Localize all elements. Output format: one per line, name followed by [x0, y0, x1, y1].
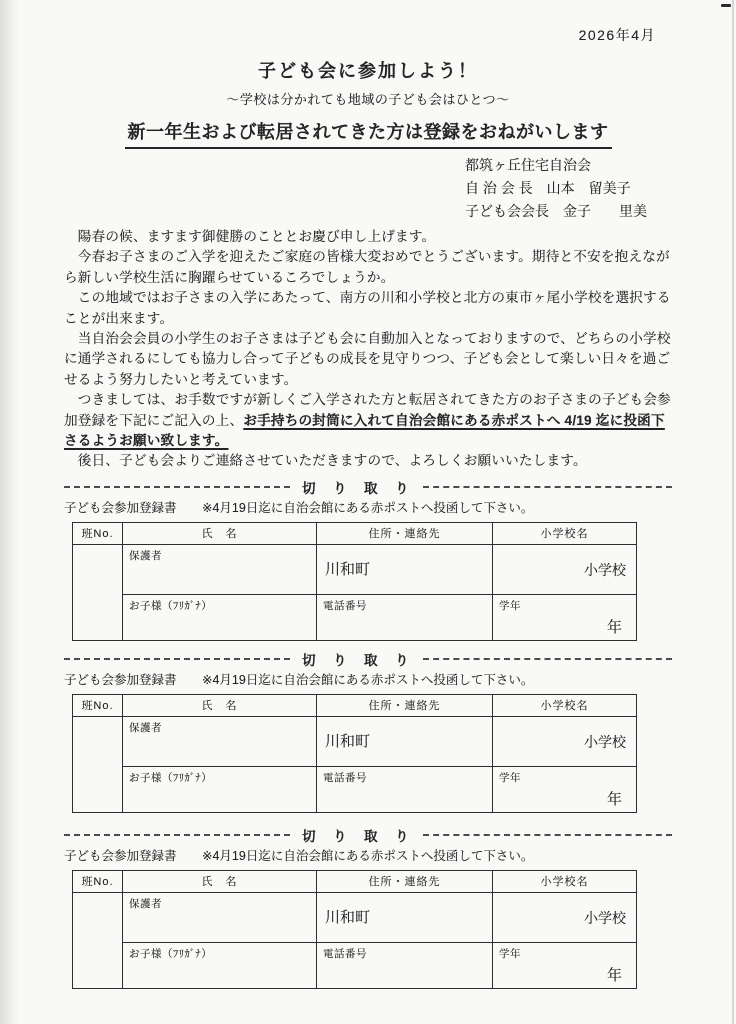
school-name-field — [493, 892, 637, 942]
phone-field — [317, 594, 493, 640]
document-subtitle: ～学校は分かれても地域の子ども会はひとつ～ — [226, 92, 510, 107]
cut-here-line — [64, 650, 672, 668]
form-deadline-note: ※4月19日迄に自治会館にある赤ポストへ投函して下さい。 — [202, 500, 534, 515]
form-deadline-note: ※4月19日迄に自治会館にある赤ポストへ投函して下さい。 — [202, 848, 534, 863]
registration-form-section-2 — [64, 650, 672, 813]
grade-year-suffix: 年 — [606, 966, 622, 984]
form-caption — [64, 847, 672, 865]
table-header-row — [73, 870, 637, 892]
header-group-no: 班No. — [73, 870, 123, 892]
header-address-contact: 住所・連絡先 — [317, 694, 493, 716]
guardian-label: 保護者 — [129, 549, 162, 562]
paragraph-congratulations: 今春お子さまのご入学を迎えたご家庭の皆様大変おめでとうございます。期待と不安を抱えながら新しい学校生活に胸躍らせているころでしょうか。 — [64, 249, 670, 285]
submission-request-underlined: お手持ちの封筒に入れて自治会館にある赤ポストへ 4/19 迄に投函下さるようお願い致します。 — [64, 412, 665, 449]
grade-year-suffix: 年 — [606, 618, 622, 636]
cut-here-label: 切 り 取 り — [302, 480, 411, 496]
guardian-name-field — [123, 544, 317, 594]
association-chairman: 自 治 会 長 山本 留美子 — [465, 180, 631, 196]
table-header-row — [73, 694, 637, 716]
guardian-name-field — [123, 892, 317, 942]
header-school-name: 小学校名 — [493, 522, 637, 544]
header-group-no: 班No. — [73, 522, 123, 544]
address-field — [317, 544, 493, 594]
group-no-field — [73, 892, 123, 988]
phone-field — [317, 942, 493, 988]
submission-request-normal: つきましては、お手数ですが新しくご入学された方と転居されてきた方のお子さまの子ども会参加登録を下記にご記入の上、 — [64, 392, 671, 428]
child-name-field — [123, 942, 317, 988]
form-title: 子ども会参加登録書 — [64, 848, 177, 863]
header-name: 氏 名 — [123, 522, 317, 544]
form-caption — [64, 671, 672, 689]
document-date: 2026年4月 — [578, 27, 656, 43]
child-row — [73, 594, 637, 640]
cut-dashes-right — [423, 658, 673, 660]
grade-label: 学年 — [499, 599, 521, 612]
cut-here-label: 切 り 取 り — [302, 828, 411, 844]
grade-field — [493, 942, 637, 988]
header-school-name: 小学校名 — [493, 870, 637, 892]
paragraph-auto-enrollment: 当自治会会員の小学生のお子さまは子ども会に自動加入となっておりますので、どちらの小学校に通学されるにしても協力し合って子どもの成長を見守りつつ、子ども会として楽しい日々を過ごせるよう努力したいと考えています。 — [64, 331, 671, 387]
school-name-field — [493, 716, 637, 766]
school-suffix: 小学校 — [584, 561, 626, 578]
address-prefill: 川和町 — [325, 560, 371, 578]
form-title: 子ども会参加登録書 — [64, 672, 177, 687]
child-label: お子様（ﾌﾘｶﾞﾅ） — [129, 771, 213, 784]
guardian-label: 保護者 — [129, 721, 162, 734]
address-prefill: 川和町 — [325, 908, 371, 926]
cut-dashes-left — [64, 658, 290, 660]
child-row — [73, 942, 637, 988]
address-field — [317, 892, 493, 942]
paragraph-greeting: 陽春の候、ますます御健勝のこととお慶び申し上げます。 — [64, 229, 436, 244]
registration-table — [72, 870, 637, 989]
phone-label: 電話番号 — [323, 771, 367, 784]
cut-dashes-left — [64, 486, 290, 488]
registration-table — [72, 694, 637, 813]
registration-form-section-1 — [64, 478, 672, 641]
child-name-field — [123, 766, 317, 812]
association-name: 都筑ヶ丘住宅自治会 — [465, 157, 591, 173]
form-caption — [64, 499, 672, 517]
registration-table — [72, 522, 637, 641]
kodomokai-chairman: 子ども会会長 金子 里美 — [465, 203, 647, 219]
school-suffix: 小学校 — [584, 733, 626, 750]
address-field — [317, 716, 493, 766]
registration-form-section-3 — [64, 826, 672, 989]
phone-field — [317, 766, 493, 812]
guardian-row — [73, 544, 637, 594]
guardian-row — [73, 716, 637, 766]
cut-dashes-right — [423, 486, 673, 488]
child-label: お子様（ﾌﾘｶﾞﾅ） — [129, 947, 213, 960]
child-label: お子様（ﾌﾘｶﾞﾅ） — [129, 599, 213, 612]
school-suffix: 小学校 — [584, 909, 626, 926]
header-school-name: 小学校名 — [493, 694, 637, 716]
document-title: 子ども会に参加しよう！ — [258, 61, 478, 81]
child-row — [73, 766, 637, 812]
header-name: 氏 名 — [123, 694, 317, 716]
form-deadline-note: ※4月19日迄に自治会館にある赤ポストへ投函して下さい。 — [202, 672, 534, 687]
grade-label: 学年 — [499, 771, 521, 784]
cut-here-line — [64, 826, 672, 844]
child-name-field — [123, 594, 317, 640]
guardian-label: 保護者 — [129, 897, 162, 910]
organization-signature-block — [465, 154, 672, 223]
guardian-name-field — [123, 716, 317, 766]
school-name-field — [493, 544, 637, 594]
phone-label: 電話番号 — [323, 599, 367, 612]
cut-here-label: 切 り 取 り — [302, 652, 411, 668]
table-header-row — [73, 522, 637, 544]
group-no-field — [73, 716, 123, 812]
paragraph-followup: 後日、子ども会よりご連絡させていただきますので、よろしくお願いいたします。 — [64, 453, 587, 469]
paragraph-submission-request — [64, 390, 672, 451]
header-address-contact: 住所・連絡先 — [317, 870, 493, 892]
registration-notice-heading — [64, 118, 672, 146]
guardian-row — [73, 892, 637, 942]
phone-label: 電話番号 — [323, 947, 367, 960]
registration-notice-text: 新一年生および転居されてきた方は登録をおねがいします — [125, 118, 612, 149]
cut-dashes-left — [64, 834, 290, 836]
grade-field — [493, 594, 637, 640]
letter-body — [64, 227, 672, 472]
grade-field — [493, 766, 637, 812]
cut-here-line — [64, 478, 672, 496]
grade-label: 学年 — [499, 947, 521, 960]
cut-dashes-right — [423, 834, 673, 836]
header-name: 氏 名 — [123, 870, 317, 892]
paragraph-school-choice: この地域ではお子さまの入学にあたって、南方の川和小学校と北方の東市ヶ尾小学校を選択することが出来ます。 — [64, 290, 671, 326]
form-title: 子ども会参加登録書 — [64, 500, 177, 515]
address-prefill: 川和町 — [325, 732, 371, 750]
grade-year-suffix: 年 — [606, 790, 622, 808]
group-no-field — [73, 544, 123, 640]
header-address-contact: 住所・連絡先 — [317, 522, 493, 544]
header-group-no: 班No. — [73, 694, 123, 716]
